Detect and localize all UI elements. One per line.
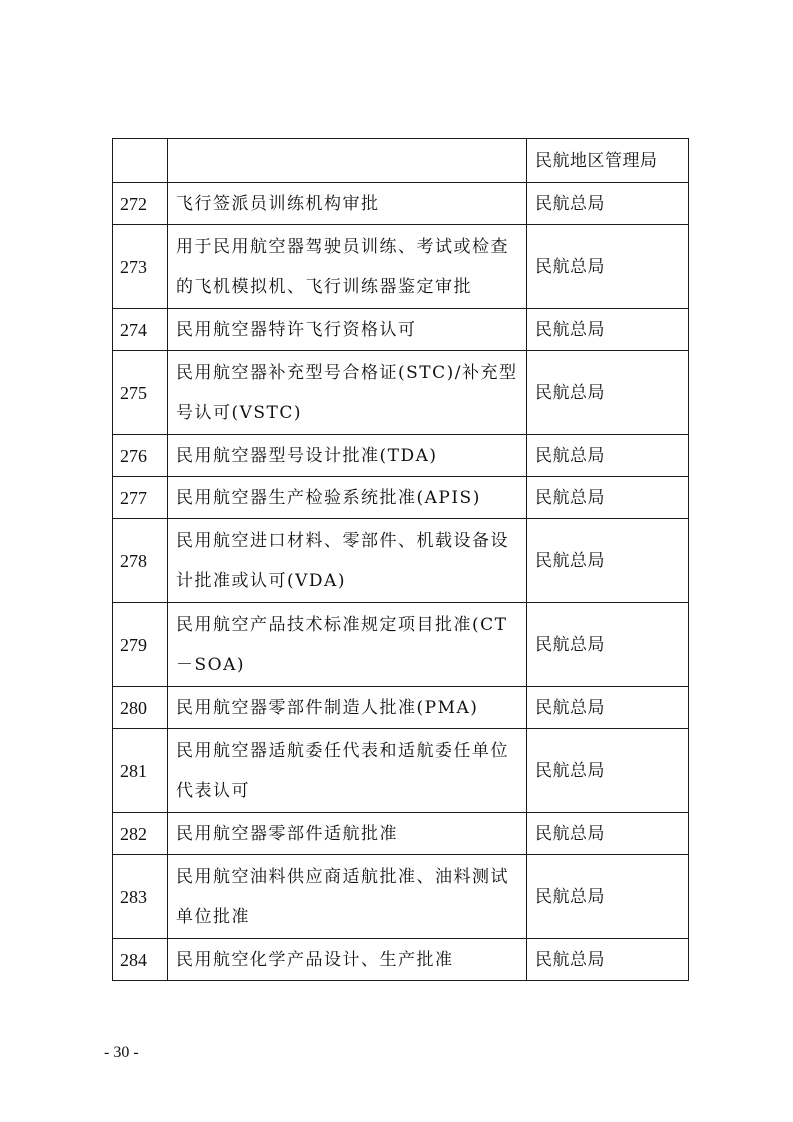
- row-number-cell: 282: [113, 813, 168, 855]
- table-row: [113, 939, 689, 981]
- authority-cell: 民航总局: [527, 855, 689, 939]
- authority-cell: 民航总局: [527, 477, 689, 519]
- row-number-cell: 278: [113, 519, 168, 603]
- table-row: [113, 603, 689, 687]
- authority-cell: 民航总局: [527, 939, 689, 981]
- item-name-cell: 民用航空器特许飞行资格认可: [168, 309, 527, 351]
- page-number: - 30 -: [104, 1044, 139, 1061]
- table-row: [113, 813, 689, 855]
- authority-cell: 民航总局: [527, 687, 689, 729]
- table-row-continued: [113, 139, 689, 183]
- table-row: [113, 309, 689, 351]
- row-number-cell: 272: [113, 183, 168, 225]
- row-number-cell: 284: [113, 939, 168, 981]
- table-row: [113, 435, 689, 477]
- item-name-cell: [168, 139, 527, 183]
- table-row: [113, 729, 689, 813]
- item-name-cell: 民用航空进口材料、零部件、机载设备设计批准或认可(VDA): [168, 519, 527, 603]
- item-name-cell: 用于民用航空器驾驶员训练、考试或检查的飞机模拟机、飞行训练器鉴定审批: [168, 225, 527, 309]
- authority-cell: 民航总局: [527, 435, 689, 477]
- row-number-cell: 281: [113, 729, 168, 813]
- row-number-cell: 276: [113, 435, 168, 477]
- item-name-cell: 民用航空化学产品设计、生产批准: [168, 939, 527, 981]
- row-number-cell: 283: [113, 855, 168, 939]
- table-row: [113, 183, 689, 225]
- table-row: [113, 855, 689, 939]
- authority-cell: 民航总局: [527, 603, 689, 687]
- approval-items-table: [112, 138, 689, 981]
- table-row: [113, 225, 689, 309]
- table-row: [113, 351, 689, 435]
- item-name-cell: 民用航空器零部件制造人批准(PMA): [168, 687, 527, 729]
- item-name-cell: 民用航空器生产检验系统批准(APIS): [168, 477, 527, 519]
- item-name-cell: 民用航空油料供应商适航批准、油料测试单位批准: [168, 855, 527, 939]
- table-row: [113, 519, 689, 603]
- item-name-cell: 民用航空器补充型号合格证(STC)/补充型号认可(VSTC): [168, 351, 527, 435]
- row-number-cell: 275: [113, 351, 168, 435]
- row-number-cell: 279: [113, 603, 168, 687]
- row-number-cell: 277: [113, 477, 168, 519]
- authority-cell: 民航总局: [527, 183, 689, 225]
- item-name-cell: 飞行签派员训练机构审批: [168, 183, 527, 225]
- item-name-cell: 民用航空器适航委任代表和适航委任单位代表认可: [168, 729, 527, 813]
- row-number-cell: 273: [113, 225, 168, 309]
- item-name-cell: 民用航空产品技术标准规定项目批准(CT－SOA): [168, 603, 527, 687]
- authority-cell: 民航总局: [527, 309, 689, 351]
- authority-cell: 民航总局: [527, 519, 689, 603]
- authority-cell: 民航总局: [527, 729, 689, 813]
- authority-cell: 民航地区管理局: [527, 139, 689, 183]
- row-number-cell: 280: [113, 687, 168, 729]
- item-name-cell: 民用航空器零部件适航批准: [168, 813, 527, 855]
- authority-cell: 民航总局: [527, 225, 689, 309]
- authority-cell: 民航总局: [527, 813, 689, 855]
- row-number-cell: [113, 139, 168, 183]
- row-number-cell: 274: [113, 309, 168, 351]
- item-name-cell: 民用航空器型号设计批准(TDA): [168, 435, 527, 477]
- table-row: [113, 687, 689, 729]
- table-row: [113, 477, 689, 519]
- authority-cell: 民航总局: [527, 351, 689, 435]
